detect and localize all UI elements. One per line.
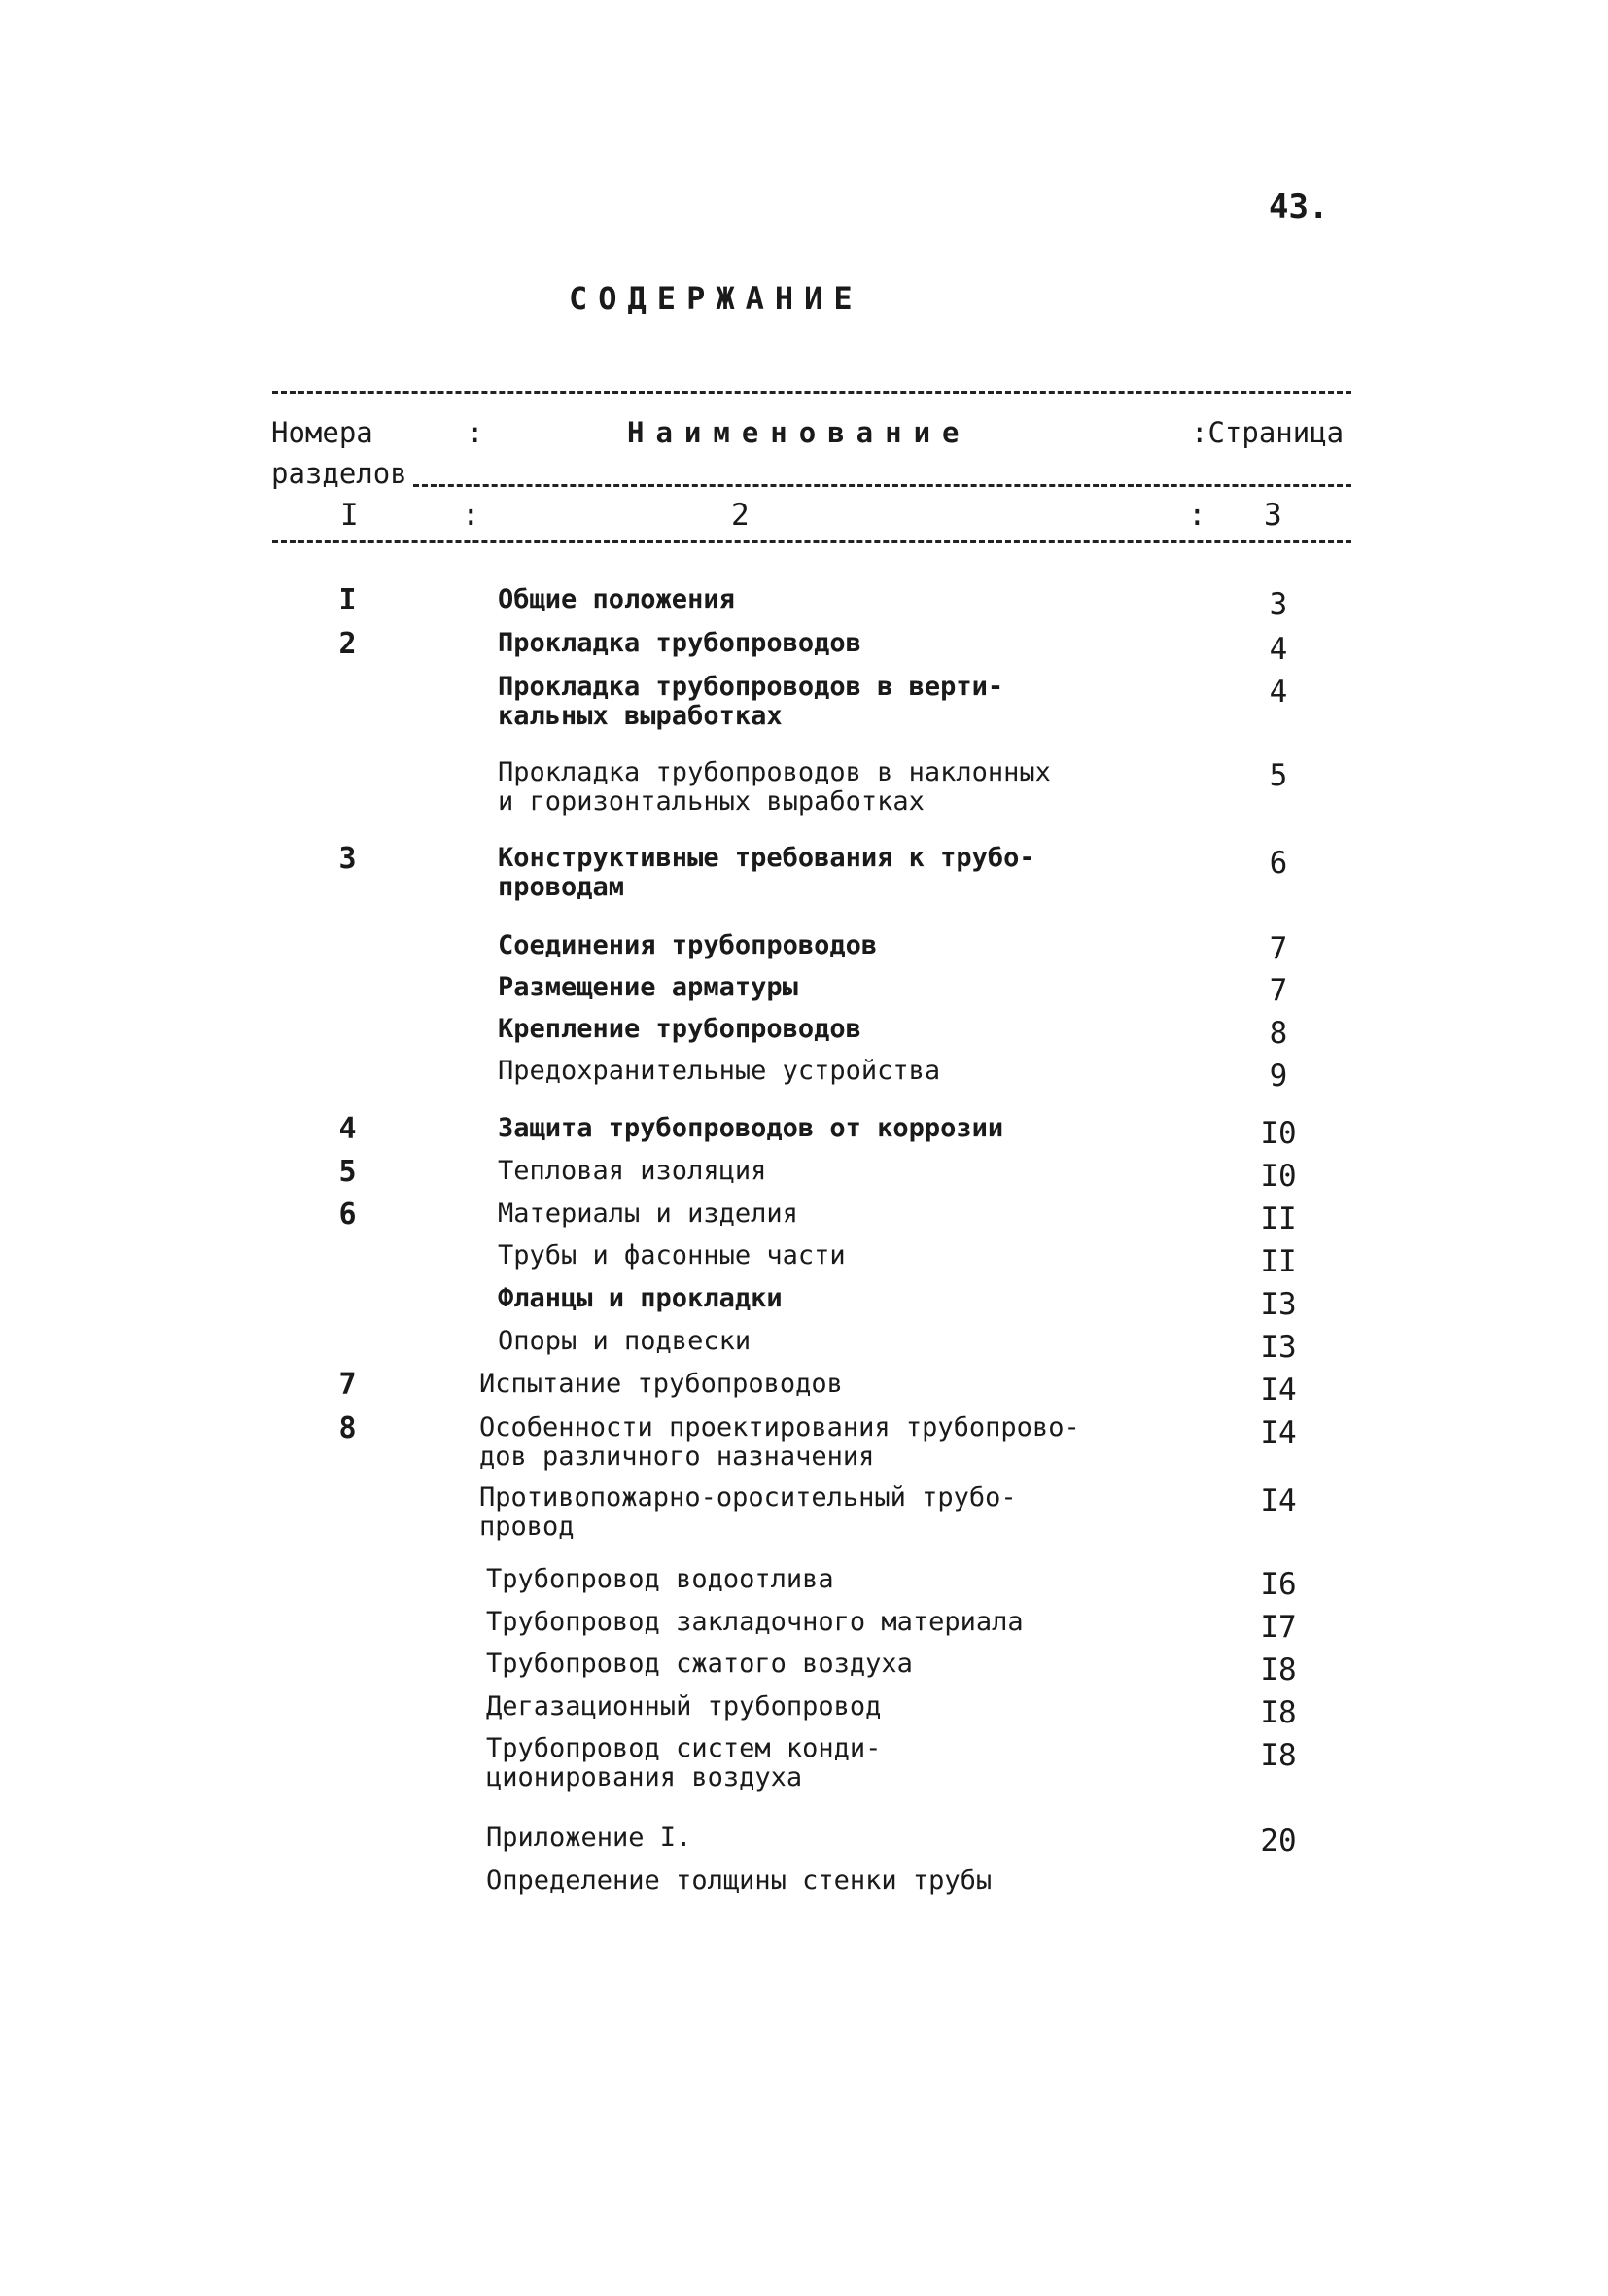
- toc-page-number: 9: [1269, 1059, 1288, 1094]
- header-separator: :: [467, 416, 484, 449]
- toc-page-number: I8: [1260, 1695, 1297, 1730]
- toc-page-number: 7: [1269, 931, 1288, 966]
- divider-columns: [272, 540, 1351, 543]
- toc-entry-title: Фланцы и прокладки: [498, 1283, 783, 1313]
- toc-entry-title: Определение толщины стенки трубы: [486, 1865, 993, 1896]
- toc-page-number: 7: [1269, 973, 1288, 1008]
- column-number-separator: :: [462, 498, 480, 533]
- toc-page-number: 3: [1269, 587, 1288, 622]
- header-col1-line1: Номера: [271, 416, 373, 449]
- toc-entry-title: Общие положения: [498, 584, 735, 614]
- toc-page-number: 8: [1269, 1016, 1288, 1051]
- toc-section-number: 3: [338, 842, 357, 876]
- toc-page-number: 20: [1260, 1824, 1297, 1859]
- toc-page-number: I0: [1260, 1116, 1297, 1151]
- page-title: СОДЕРЖАНИЕ: [569, 280, 863, 317]
- toc-entry-title: Трубопровод сжатого воздуха: [486, 1649, 913, 1679]
- toc-page-number: 5: [1269, 758, 1288, 793]
- toc-entry-title: Испытание трубопроводов: [479, 1369, 843, 1399]
- toc-page-number: I8: [1260, 1738, 1297, 1773]
- toc-entry-title: Опоры и подвески: [498, 1326, 752, 1356]
- toc-page-number: I7: [1260, 1610, 1297, 1645]
- toc-page-number: I4: [1260, 1373, 1297, 1408]
- toc-entry-title: Соединения трубопроводов: [498, 930, 878, 960]
- column-number-3: 3: [1264, 498, 1282, 533]
- toc-page-number: I3: [1260, 1330, 1297, 1365]
- toc-page-number: I6: [1260, 1567, 1297, 1602]
- divider-top: [272, 391, 1351, 394]
- toc-entry-title: Трубопровод закладочного материала: [486, 1607, 1024, 1637]
- column-number-1: I: [340, 498, 359, 533]
- divider-header: [413, 484, 1351, 487]
- toc-page-number: I3: [1260, 1287, 1297, 1322]
- toc-entry-title: Предохранительные устройства: [498, 1056, 941, 1086]
- toc-entry-title: Трубы и фасонные части: [498, 1240, 846, 1270]
- header-col3: :Страница: [1191, 416, 1345, 449]
- toc-page-number: I4: [1260, 1483, 1297, 1518]
- page-number: 43.: [1269, 188, 1329, 226]
- toc-entry-title: Противопожарно-оросительный трубо- провод: [479, 1482, 1017, 1542]
- toc-section-number: 4: [338, 1112, 357, 1146]
- toc-page-number: I0: [1260, 1159, 1297, 1194]
- toc-entry-title: Прокладка трубопроводов в верти- кальных выработках: [498, 672, 1004, 731]
- header-col1-line2: разделов: [271, 457, 407, 490]
- toc-page-number: II: [1260, 1201, 1297, 1236]
- toc-page-number: II: [1260, 1244, 1297, 1279]
- toc-entry-title: Трубопровод систем конди- ционирования воздуха: [486, 1733, 882, 1792]
- toc-entry-title: Материалы и изделия: [498, 1199, 798, 1229]
- toc-entry-title: Защита трубопроводов от коррозии: [498, 1113, 1004, 1143]
- toc-page-number: 4: [1269, 675, 1288, 710]
- toc-section-number: 6: [338, 1198, 357, 1232]
- toc-section-number: 2: [338, 627, 357, 661]
- toc-section-number: 7: [338, 1368, 357, 1402]
- column-number-separator: :: [1188, 498, 1206, 533]
- toc-entry-title: Прокладка трубопроводов: [498, 628, 861, 658]
- column-number-2: 2: [731, 498, 750, 533]
- toc-entry-title: Крепление трубопроводов: [498, 1014, 861, 1044]
- toc-section-number: 8: [338, 1411, 357, 1445]
- toc-page-number: 6: [1269, 846, 1288, 881]
- toc-page-number: I4: [1260, 1415, 1297, 1450]
- toc-page-number: I8: [1260, 1652, 1297, 1687]
- toc-entry-title: Трубопровод водоотлива: [486, 1564, 834, 1594]
- toc-entry-title: Тепловая изоляция: [498, 1156, 767, 1186]
- toc-entry-title: Размещение арматуры: [498, 972, 798, 1002]
- toc-entry-title: Конструктивные требования к трубо- проводам: [498, 843, 1035, 902]
- toc-entry-title: Прокладка трубопроводов в наклонных и горизонтальных выработках: [498, 757, 1051, 817]
- toc-section-number: I: [338, 583, 357, 617]
- header-col2: Наименование: [627, 416, 971, 449]
- toc-entry-title: Дегазационный трубопровод: [486, 1691, 882, 1722]
- toc-entry-title: Особенности проектирования трубопрово- дов различного назначения: [479, 1412, 1080, 1472]
- toc-section-number: 5: [338, 1155, 357, 1189]
- toc-page-number: 4: [1269, 632, 1288, 667]
- toc-entry-title: Приложение I.: [486, 1823, 692, 1853]
